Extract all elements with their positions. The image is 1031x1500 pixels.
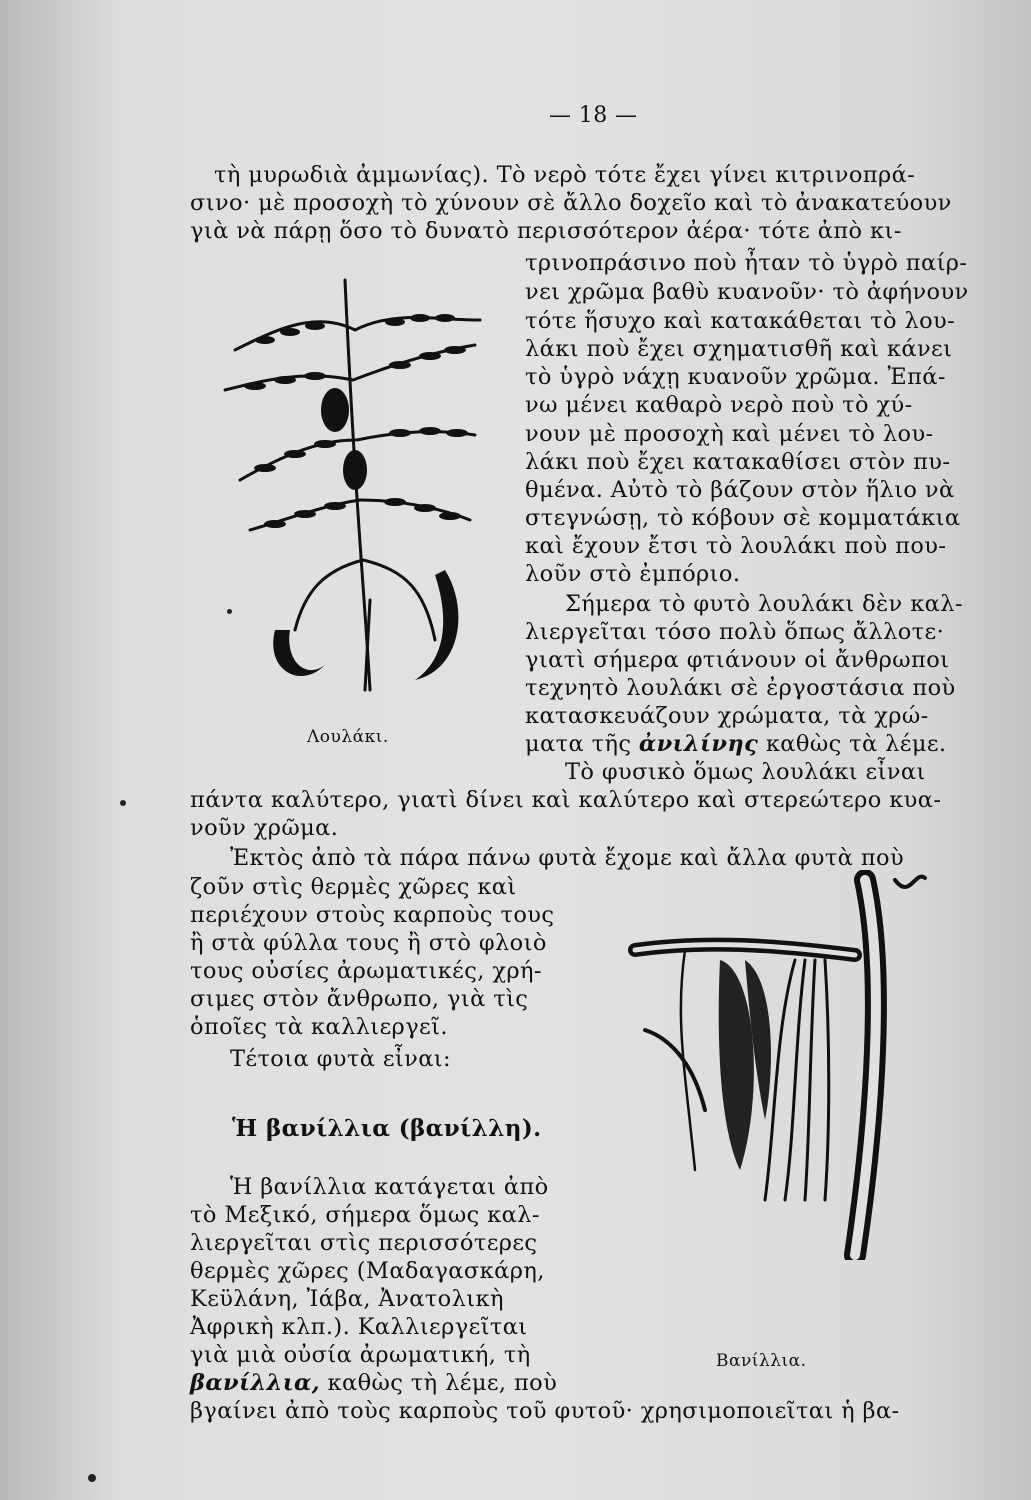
indigo-plant-illustration <box>205 270 495 700</box>
caption-indigo: Λουλάκι. <box>307 727 389 747</box>
text-line: Σήμερα τὸ φυτὸ λουλάκι δὲν καλ- <box>565 591 963 617</box>
text-line: σινο· μὲ προσοχὴ τὸ χύνουν σὲ ἄλλο δοχεῖο καὶ τὸ ἀνακατεύουν <box>190 190 952 216</box>
text-line: ζοῦν στὶς θερμὲς χῶρες καὶ <box>190 874 517 900</box>
text-line: Κεϋλάνη, Ἰάβα, Ἀνατολικὴ <box>190 1286 504 1312</box>
text-line: Ἐκτὸς ἀπὸ τὰ πάρα πάνω φυτὰ ἔχομε καὶ ἄλλα φυτὰ ποὺ <box>230 845 905 871</box>
text-line: ἢ στὰ φύλλα τους ἢ στὸ φλοιὸ <box>190 930 547 956</box>
text-line: λιεργεῖται στὶς περισσότερες <box>190 1230 538 1256</box>
text-line: Τέτοια φυτὰ εἶναι: <box>230 1046 452 1072</box>
text-line: θμένα. Αὐτὸ τὸ βάζουν στὸν ἥλιο νὰ <box>525 477 955 503</box>
text-line: νω μένει καθαρὸ νερὸ ποὺ τὸ χύ- <box>525 392 913 418</box>
aniline-term: ἀνιλίνης <box>638 731 759 757</box>
section-heading-vanilla: Ἡ βανίλλια (βανίλλη). <box>232 1115 542 1142</box>
text-line: νοῦν χρῶμα. <box>190 815 339 841</box>
text-line: Ἡ βανίλλια κατάγεται ἀπὸ <box>230 1174 549 1200</box>
text-line: λάκι ποὺ ἔχει κατακαθίσει στὸν πυ- <box>525 449 951 475</box>
text-line: περιέχουν στοὺς καρποὺς τους <box>190 902 555 928</box>
text-span: ματα τῆς <box>525 731 632 757</box>
text-line: τὸ Μεξικό, σήμερα ὅμως καλ- <box>190 1202 540 1228</box>
text-line: τεχνητὸ λουλάκι σὲ ἐργοστάσια ποὺ <box>525 675 956 701</box>
text-line: καὶ ἔχουν ἔτσι τὸ λουλάκι ποὺ που- <box>525 533 947 559</box>
text-line: ὁποῖες τὰ καλλιεργεῖ. <box>190 1014 448 1040</box>
text-line: σιμες στὸν ἄνθρωπο, γιὰ τὶς <box>190 986 529 1012</box>
text-line: τους οὐσίες ἀρωματικές, χρή- <box>190 958 542 984</box>
text-line: λάκι ποὺ ἔχει σχηματισθῆ καὶ κάνει <box>525 336 953 362</box>
text-line: λοῦν στὸ ἐμπόριο. <box>525 561 741 587</box>
text-line-aniline <box>525 731 946 757</box>
ink-speck <box>120 800 126 806</box>
text-line: γιὰ νὰ πάρῃ ὅσο τὸ δυνατὸ περισσότερον ἀέρα· τότε ἀπὸ κι- <box>190 218 902 244</box>
text-line: τότε ἥσυχο καὶ κατακάθεται τὸ λου- <box>525 308 956 334</box>
text-line: κατασκευάζουν χρώματα, τὰ χρώ- <box>525 703 929 729</box>
text-line: τὸ ὑγρὸ νάχῃ κυανοῦν χρῶμα. Ἐπά- <box>525 364 946 390</box>
ink-speck <box>88 1474 96 1482</box>
text-line: γιὰ μιὰ οὐσία ἀρωματική, τὴ <box>190 1342 531 1368</box>
vanillin-term: βανίλλια, <box>190 1370 320 1396</box>
text-line: θερμὲς χῶρες (Μαδαγασκάρη, <box>190 1258 545 1284</box>
text-line: λιεργεῖται τόσο πολὺ ὅπως ἄλλοτε· <box>525 619 945 645</box>
text-line: στεγνώσῃ, τὸ κόβουν σὲ κομματάκια <box>525 505 961 531</box>
text-line: τρινοπράσινο ποὺ ἦταν τὸ ὑγρὸ παίρ- <box>525 250 968 276</box>
text-line: πάντα καλύτερο, γιατὶ δίνει καὶ καλύτερο καὶ στερεώτερο κυα- <box>190 787 942 813</box>
caption-vanilla: Βανίλλια. <box>716 1351 807 1371</box>
text-line: τὴ μυρωδιὰ ἀμμωνίας). Τὸ νερὸ τότε ἔχει γίνει κιτρινοπρά- <box>214 162 916 188</box>
text-line: γιατὶ σήμερα φτιάνουν οἱ ἄνθρωποι <box>525 647 950 673</box>
text-line-vanillin <box>190 1370 557 1396</box>
text-span: καθὼς τὴ λέμε, ποὺ <box>327 1370 558 1396</box>
text-line: νουν μὲ προσοχὴ καὶ μένει τὸ λου- <box>525 421 934 447</box>
page-number: — 18 — <box>549 103 638 128</box>
text-span: καθὼς τὰ λέμε. <box>765 731 947 757</box>
vanilla-plant-illustration <box>625 870 950 1260</box>
text-line: νει χρῶμα βαθὺ κυανοῦν· τὸ ἀφήνουν <box>525 279 969 305</box>
text-line: βγαίνει ἀπὸ τοὺς καρποὺς τοῦ φυτοῦ· χρησιμοποιεῖται ἡ βα- <box>190 1398 900 1424</box>
ink-speck <box>227 609 232 614</box>
text-line: Ἀφρικὴ κλπ.). Καλλιεργεῖται <box>190 1314 528 1340</box>
text-line: Τὸ φυσικὸ ὅμως λουλάκι εἶναι <box>565 759 926 785</box>
